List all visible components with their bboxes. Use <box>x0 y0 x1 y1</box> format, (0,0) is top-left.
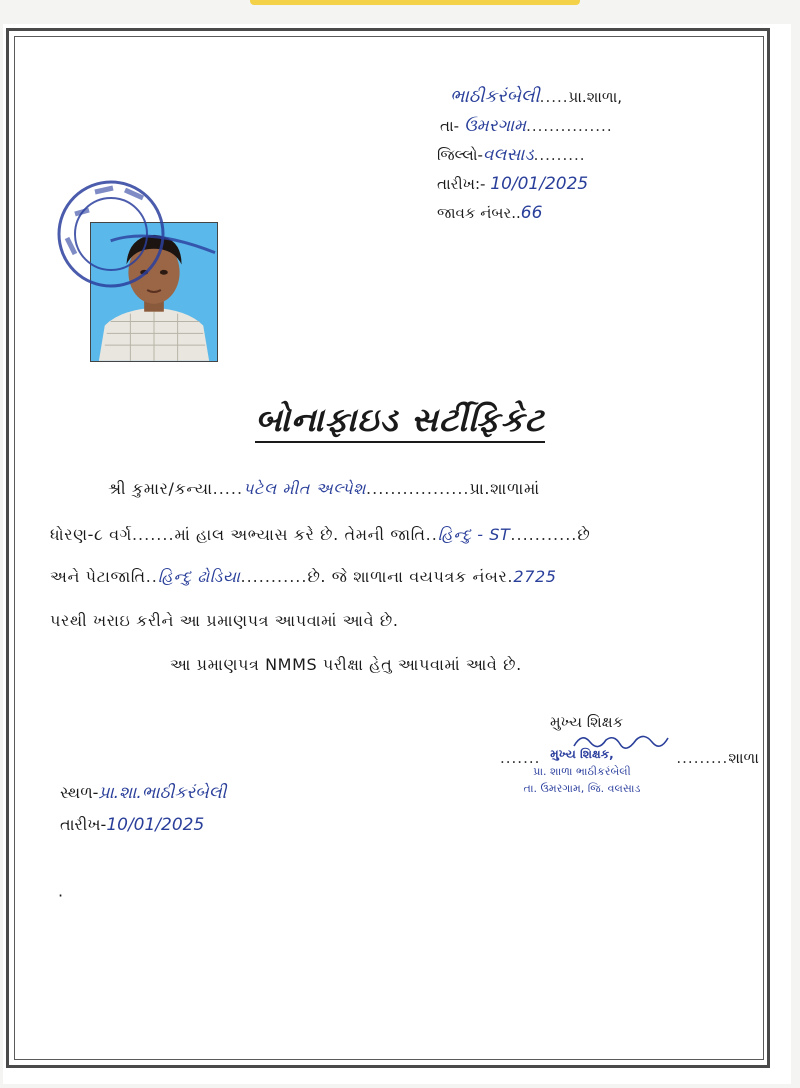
register-number: 2725 <box>513 567 557 586</box>
body-line-3: અને પેટાજાતિ..હિન્દુ ઢોડિયા...........છે. જે શાળાના વયપત્રક નંબર.2725 <box>50 567 557 586</box>
stamp-line-3: તા. ઉમરગામ, જિ. વલસાડ <box>523 782 641 795</box>
certificate-title <box>0 400 800 440</box>
stray-dot: · <box>58 886 64 905</box>
school-name: ભાઠીકરંબેલી <box>450 86 540 107</box>
signature-school-suffix: શાળા <box>728 749 759 767</box>
stamp-line-2: પ્રા. શાળા ભાઠીકરંબેલી <box>533 765 631 778</box>
district-label: જિલ્લો- <box>437 146 483 164</box>
student-name: પટેલ મીત અલ્પેશ <box>243 479 367 498</box>
subcaste-value: હિન્દુ ઢોડિયા <box>157 567 241 586</box>
date-value: 10/01/2025 <box>490 174 589 194</box>
line2-middle: માં હાલ અભ્યાસ કરે છે. તેમની જાતિ <box>174 525 426 544</box>
outward-value: 66 <box>520 203 543 223</box>
caste-value: હિન્દુ - ST <box>437 525 511 544</box>
line1-suffix: પ્રા.શાળામાં <box>469 479 540 498</box>
line1-prefix: શ્રી કુમાર/કન્યા <box>108 479 213 498</box>
district-value: વલસાડ <box>482 145 534 165</box>
address-taluka-line: તા- ઉમરગામ............... <box>440 116 613 136</box>
signature-school-line: ....... .........શાળા <box>500 749 759 767</box>
footer-date-label: તારીખ- <box>60 815 107 834</box>
address-outward-line <box>437 203 542 223</box>
footer-date-value: 10/01/2025 <box>106 815 205 835</box>
place-label: સ્થળ- <box>60 783 99 802</box>
line2-prefix: ધોરણ-૮ વર્ગ <box>50 525 132 544</box>
address-school-line: ભાઠીકરંબેલી.....પ્રા.શાળા, <box>450 86 623 107</box>
footer-place-line <box>60 783 226 803</box>
headmaster-stamp <box>493 746 671 830</box>
certificate-title-text: બોનાફાઇડ સર્ટીફિકેટ <box>255 400 545 443</box>
top-edge-strip <box>250 0 580 5</box>
signature-title-text: મુખ્ય શિક્ષક <box>550 713 624 731</box>
school-seal-stamp <box>55 178 167 290</box>
taluka-value: ઉમરગામ <box>463 116 527 136</box>
line4-text: પરથી ખરાઇ કરીને આ પ્રમાણપત્ર આપવામાં આવે છે. <box>50 611 399 630</box>
outward-label: જાવક નંબર.. <box>437 204 521 222</box>
body-line-5 <box>170 655 522 675</box>
address-date-line <box>437 174 588 194</box>
place-value: પ્રા.શા.ભાઠીકરંબેલી <box>98 783 227 803</box>
body-line-1: શ્રી કુમાર/કન્યા.....પટેલ મીત અલ્પેશ.................પ્રા.શાળામાં <box>108 479 540 498</box>
line3-prefix: અને પેટાજાતિ <box>50 567 146 586</box>
line2-suffix: છે <box>577 525 591 544</box>
body-line-2: ધોરણ-૮ વર્ગ.......માં હાલ અભ્યાસ કરે છે. તેમની જાતિ..હિન્દુ - ST...........છે <box>50 525 591 544</box>
line3-middle: છે. જે શાળાના વયપત્રક નંબર <box>307 567 508 586</box>
signature-title <box>550 713 623 731</box>
footer-date-line <box>60 815 204 835</box>
line5-text: આ પ્રમાણપત્ર NMMS પરીક્ષા હેતુ આપવામાં આવે છે. <box>170 655 522 674</box>
date-label: તારીખ:- <box>437 175 486 193</box>
taluka-label: તા- <box>440 117 460 135</box>
body-line-4 <box>50 611 399 631</box>
school-suffix: પ્રા.શાળા, <box>568 88 623 106</box>
stamp-line-1: મુખ્ય શિક્ષક, <box>550 747 614 761</box>
address-district-line: જિલ્લો-વલસાડ......... <box>437 145 586 165</box>
